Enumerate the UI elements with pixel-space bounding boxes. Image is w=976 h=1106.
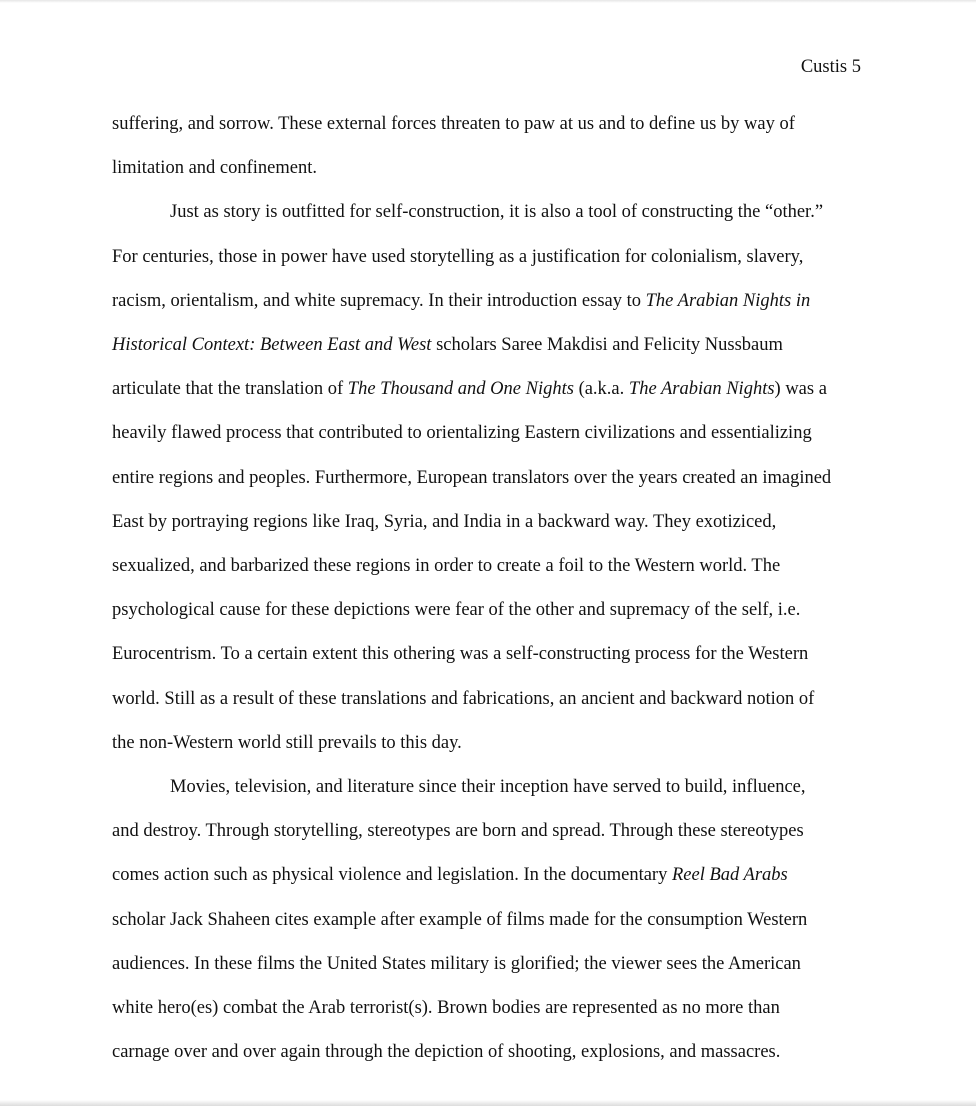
italic-title: Reel Bad Arabs <box>671 865 788 886</box>
text-segment: and destroy. Through storytelling, stereotypes are born and spread. Through these stereotypes <box>112 821 804 842</box>
page-top-edge <box>0 0 976 3</box>
italic-title: The Arabian Nights in <box>645 290 811 311</box>
text-segment: East by portraying regions like Iraq, Syria, and India in a backward way. They exotiziced, <box>112 511 777 532</box>
running-head: Custis 5 <box>800 57 861 77</box>
text-segment: racism, orientalism, and white supremacy. In their introduction essay to <box>112 290 646 311</box>
italic-title: The Thousand and One Nights <box>347 379 574 400</box>
text-line <box>112 687 814 711</box>
text-segment: carnage over and over again through the depiction of shooting, explosions, and massacres. <box>112 1042 781 1063</box>
text-line <box>112 510 776 534</box>
text-segment: For centuries, those in power have used storytelling as a justification for colonialism, slavery, <box>112 246 804 267</box>
text-segment: comes action such as physical violence and legislation. In the documentary <box>112 865 672 886</box>
italic-title: The Arabian Nights <box>628 379 775 400</box>
text-segment: entire regions and peoples. Furthermore, European translators over the years created an imagined <box>112 467 832 488</box>
italic-title: Historical Context: Between East and West <box>112 335 432 355</box>
text-segment: the non-Western world still prevails to this day. <box>112 732 462 753</box>
text-line <box>112 466 831 490</box>
text-line <box>112 112 795 136</box>
page-bottom-edge <box>0 1100 976 1106</box>
text-segment: limitation and confinement. <box>112 158 317 179</box>
text-line <box>112 1040 780 1064</box>
text-line <box>112 377 827 401</box>
text-segment: ) was a <box>774 379 827 400</box>
text-segment: world. Still as a result of these translations and fabrications, an ancient and backward notion of <box>112 688 815 709</box>
text-line <box>112 333 783 357</box>
text-segment: suffering, and sorrow. These external forces threaten to paw at us and to define us by way of <box>112 114 795 134</box>
text-segment: scholar Jack Shaheen cites example after example of films made for the consumption Western <box>112 909 808 930</box>
text-line <box>112 642 808 666</box>
text-line <box>112 245 803 269</box>
text-segment: articulate that the translation of <box>112 379 348 400</box>
text-line <box>170 775 806 799</box>
text-line <box>112 554 780 578</box>
text-line <box>112 996 780 1020</box>
text-line <box>170 200 823 224</box>
text-line <box>112 598 800 622</box>
text-segment: sexualized, and barbarized these regions in order to create a foil to the Western world. The <box>112 556 781 576</box>
text-line <box>112 863 788 887</box>
text-line <box>112 819 804 843</box>
text-line <box>112 908 807 932</box>
text-segment: white hero(es) combat the Arab terrorist(s). Brown bodies are represented as no more than <box>112 998 780 1018</box>
text-segment: audiences. In these films the United States military is glorified; the viewer sees the American <box>112 953 801 974</box>
text-line <box>112 289 810 313</box>
text-segment: Just as story is outfitted for self-construction, it is also a tool of constructing the “other.” <box>170 202 824 223</box>
text-line <box>112 952 801 976</box>
text-segment: scholars Saree Makdisi and Felicity Nussbaum <box>431 335 783 355</box>
text-segment: Eurocentrism. To a certain extent this othering was a self-constructing process for the Western <box>112 644 809 665</box>
text-segment: heavily flawed process that contributed to orientalizing Eastern civilizations and essentializing <box>112 423 812 444</box>
text-segment: Movies, television, and literature since their inception have served to build, influence, <box>170 777 806 797</box>
text-line <box>112 156 317 180</box>
text-line <box>112 421 812 445</box>
text-line <box>112 731 462 755</box>
text-segment: (a.k.a. <box>573 379 629 400</box>
text-segment: psychological cause for these depictions were fear of the other and supremacy of the self, i.e. <box>112 600 801 621</box>
